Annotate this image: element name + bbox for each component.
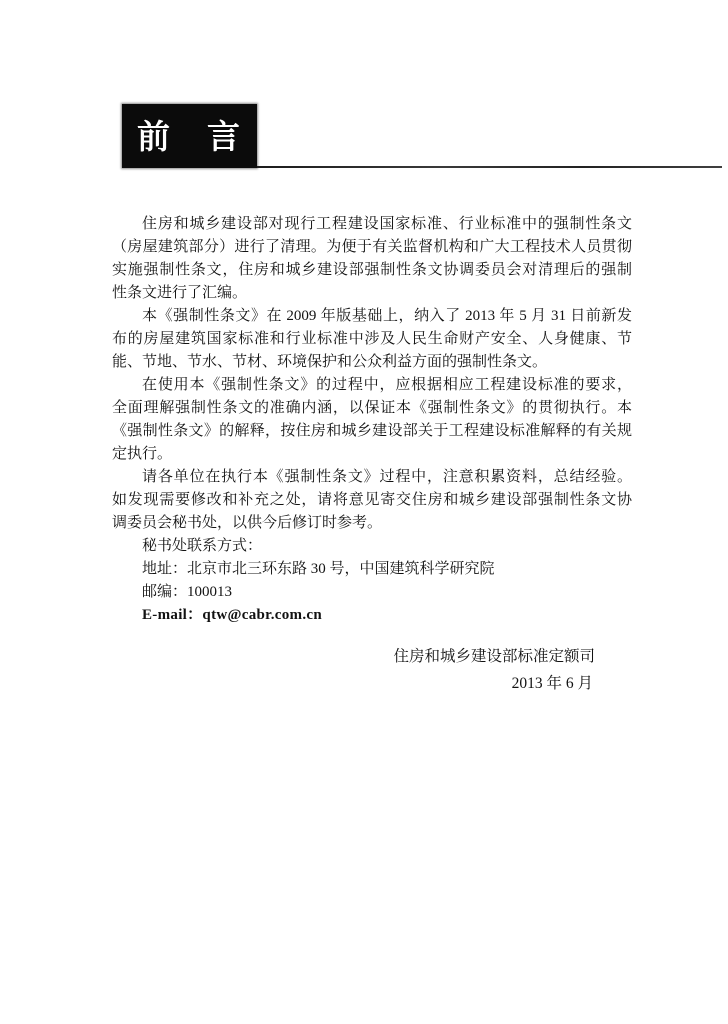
body-line: 《强制性条文》的解释，按住房和城乡建设部关于工程建设标准解释的有关规 [112, 423, 632, 439]
preface-header-box [122, 104, 257, 168]
body-line: 实施强制性条文，住房和城乡建设部强制性条文协调委员会对清理后的强制 [112, 262, 632, 278]
header-underline [257, 166, 722, 168]
contact-address-line: 地址：北京市北三环东路 30 号，中国建筑科学研究院 [142, 561, 495, 577]
signature-block [393, 643, 595, 697]
body-line: 调委员会秘书处，以供今后修订时参考。 [112, 515, 383, 531]
body-line: 如发现需要修改和补充之处，请将意见寄交住房和城乡建设部强制性条文协 [112, 492, 632, 508]
preface-title: 前 言 [137, 117, 242, 155]
preface-body [112, 213, 632, 627]
body-line: 全面理解强制性条文的准确内涵，以保证本《强制性条文》的贯彻执行。本 [112, 400, 632, 416]
body-line: 布的房屋建筑国家标准和行业标准中涉及人民生命财产安全、人身健康、节 [112, 331, 632, 347]
body-line: 定执行。 [112, 446, 173, 462]
body-line: 请各单位在执行本《强制性条文》过程中，注意积累资料，总结经验。 [142, 469, 632, 485]
body-line: 本《强制性条文》在 2009 年版基础上，纳入了 2013 年 5 月 31 日前新发 [142, 308, 632, 324]
contact-postcode-line: 邮编：100013 [142, 584, 233, 600]
contact-intro-line: 秘书处联系方式： [142, 538, 263, 554]
signature-org: 住房和城乡建设部标准定额司 [393, 648, 595, 665]
body-line: 住房和城乡建设部对现行工程建设国家标准、行业标准中的强制性条文 [142, 216, 632, 232]
body-line: 能、节地、节水、节材、环境保护和公众利益方面的强制性条文。 [112, 354, 548, 370]
contact-email-line: E-mail：qtw@cabr.com.cn [142, 607, 322, 623]
body-line: （房屋建筑部分）进行了清理。为便于有关监督机构和广大工程技术人员贯彻 [112, 239, 632, 255]
body-line: 性条文进行了汇编。 [112, 285, 248, 301]
signature-date: 2013 年 6 月 [511, 675, 593, 692]
body-line: 在使用本《强制性条文》的过程中，应根据相应工程建设标准的要求， [142, 377, 632, 393]
